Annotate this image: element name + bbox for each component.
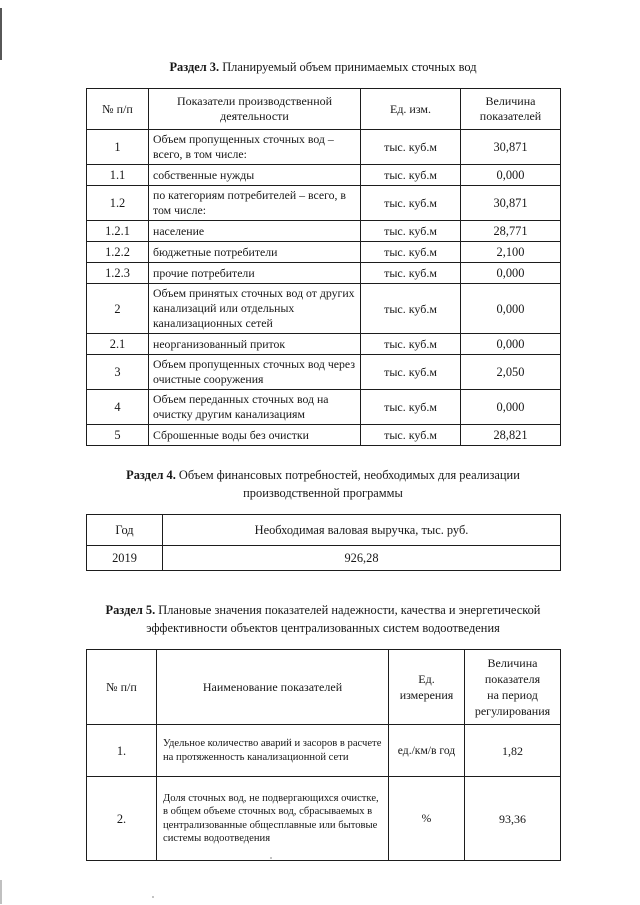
row-number: 1. bbox=[87, 725, 157, 777]
table-row bbox=[87, 165, 561, 186]
row-value: 2,050 bbox=[461, 355, 561, 390]
column-header-value-line2: показателей bbox=[479, 109, 542, 123]
row-number: 1.2 bbox=[87, 186, 149, 221]
section-4 bbox=[86, 466, 560, 571]
table-row bbox=[87, 284, 561, 334]
row-indicator: бюджетные потребители bbox=[149, 242, 361, 263]
table-row bbox=[87, 186, 561, 221]
row-indicator: Объем переданных сточных вод на очистку другим канализациям bbox=[149, 390, 361, 425]
row-value: 0,000 bbox=[461, 263, 561, 284]
row-indicator: Объем пропущенных сточных вод – всего, в том числе: bbox=[149, 130, 361, 165]
row-number: 2.1 bbox=[87, 334, 149, 355]
table-row bbox=[87, 130, 561, 165]
table-row bbox=[87, 425, 561, 446]
row-unit: тыс. куб.м bbox=[361, 186, 461, 221]
row-number: 1.2.2 bbox=[87, 242, 149, 263]
column-header-value bbox=[465, 650, 561, 725]
table-row bbox=[87, 777, 561, 861]
section-5-table bbox=[86, 649, 561, 861]
row-unit: % bbox=[389, 777, 465, 861]
column-header-number: № п/п bbox=[87, 89, 149, 130]
column-header-year: Год bbox=[87, 515, 163, 546]
table-row bbox=[87, 546, 561, 571]
row-value: 30,871 bbox=[461, 186, 561, 221]
row-indicator: неорганизованный приток bbox=[149, 334, 361, 355]
section-3-title-rest: Планируемый объем принимаемых сточных вод bbox=[219, 60, 477, 74]
row-unit: тыс. куб.м bbox=[361, 165, 461, 186]
row-number: 3 bbox=[87, 355, 149, 390]
row-number: 4 bbox=[87, 390, 149, 425]
column-header-unit-line1: Ед. bbox=[418, 672, 435, 686]
row-value: 0,000 bbox=[461, 390, 561, 425]
section-3-title bbox=[86, 58, 560, 76]
section-3 bbox=[86, 58, 560, 446]
row-indicator: Удельное количество аварий и засоров в расчете на протяженность канализационной сети bbox=[157, 725, 389, 777]
row-unit: тыс. куб.м bbox=[361, 355, 461, 390]
row-revenue: 926,28 bbox=[163, 546, 561, 571]
table-row bbox=[87, 242, 561, 263]
section-5 bbox=[86, 601, 560, 861]
column-header-value-line2: на период bbox=[487, 688, 538, 702]
row-unit: тыс. куб.м bbox=[361, 334, 461, 355]
row-indicator: собственные нужды bbox=[149, 165, 361, 186]
row-number: 1.2.1 bbox=[87, 221, 149, 242]
section-4-title-rest: Объем финансовых потребностей, необходимых для реализации производственной программы bbox=[175, 468, 520, 500]
section-5-title-rest: Плановые значения показателей надежности, качества и энергетической эффективности объектов централизованных систем водоотведения bbox=[146, 603, 541, 635]
section-3-title-lead: Раздел 3. bbox=[169, 60, 220, 74]
column-header-value bbox=[461, 89, 561, 130]
row-indicator: Объем пропущенных сточных вод через очистные сооружения bbox=[149, 355, 361, 390]
scan-artifact-bottom-left bbox=[0, 880, 2, 904]
section-4-title-lead: Раздел 4. bbox=[126, 468, 176, 482]
table-row bbox=[87, 334, 561, 355]
row-year: 2019 bbox=[87, 546, 163, 571]
row-unit: тыс. куб.м bbox=[361, 284, 461, 334]
column-header-indicator-name: Наименование показателей bbox=[157, 650, 389, 725]
row-value: 1,82 bbox=[465, 725, 561, 777]
row-number: 1.2.3 bbox=[87, 263, 149, 284]
row-number: 1 bbox=[87, 130, 149, 165]
row-number: 5 bbox=[87, 425, 149, 446]
table-row bbox=[87, 390, 561, 425]
table-row bbox=[87, 263, 561, 284]
column-header-unit-line2: измерения bbox=[399, 688, 454, 702]
row-value: 30,871 bbox=[461, 130, 561, 165]
row-unit: тыс. куб.м bbox=[361, 390, 461, 425]
row-number: 2. bbox=[87, 777, 157, 861]
row-unit: тыс. куб.м bbox=[361, 130, 461, 165]
section-5-title bbox=[86, 601, 560, 637]
table-header-row bbox=[87, 515, 561, 546]
row-value: 0,000 bbox=[461, 165, 561, 186]
column-header-indicator-line1: Показатели производственной bbox=[176, 94, 333, 108]
row-indicator: население bbox=[149, 221, 361, 242]
column-header-number: № п/п bbox=[87, 650, 157, 725]
row-indicator: Доля сточных вод, не подвергающихся очистке, в общем объеме сточных вод, сбрасываемых в централизованные общесплавные или бытовые системы водоотведения bbox=[157, 777, 389, 861]
scan-artifact-top-left bbox=[0, 8, 2, 60]
column-header-indicator bbox=[149, 89, 361, 130]
table-row bbox=[87, 355, 561, 390]
table-row bbox=[87, 725, 561, 777]
column-header-indicator-line2: деятельности bbox=[220, 109, 289, 123]
row-value: 2,100 bbox=[461, 242, 561, 263]
column-header-unit bbox=[389, 650, 465, 725]
row-indicator: прочие потребители bbox=[149, 263, 361, 284]
row-value: 0,000 bbox=[461, 334, 561, 355]
row-value: 93,36 bbox=[465, 777, 561, 861]
column-header-value-line3: регулирования bbox=[474, 704, 551, 718]
row-indicator: Объем принятых сточных вод от других канализаций или отдельных канализационных сетей bbox=[149, 284, 361, 334]
column-header-value-line1: Величина bbox=[485, 94, 536, 108]
row-value: 0,000 bbox=[461, 284, 561, 334]
row-unit: тыс. куб.м bbox=[361, 221, 461, 242]
scan-speck bbox=[152, 896, 154, 898]
column-header-revenue: Необходимая валовая выручка, тыс. руб. bbox=[163, 515, 561, 546]
row-value: 28,771 bbox=[461, 221, 561, 242]
row-unit: тыс. куб.м bbox=[361, 263, 461, 284]
row-unit: тыс. куб.м bbox=[361, 425, 461, 446]
column-header-value-line1: Величина показателя bbox=[484, 656, 541, 686]
row-value: 28,821 bbox=[461, 425, 561, 446]
table-header-row bbox=[87, 650, 561, 725]
section-5-title-lead: Раздел 5. bbox=[105, 603, 156, 617]
row-number: 2 bbox=[87, 284, 149, 334]
row-indicator: Сброшенные воды без очистки bbox=[149, 425, 361, 446]
row-unit: тыс. куб.м bbox=[361, 242, 461, 263]
row-number: 1.1 bbox=[87, 165, 149, 186]
column-header-unit: Ед. изм. bbox=[361, 89, 461, 130]
section-4-table bbox=[86, 514, 561, 571]
row-unit: ед./км/в год bbox=[389, 725, 465, 777]
row-indicator: по категориям потребителей – всего, в том числе: bbox=[149, 186, 361, 221]
section-3-table bbox=[86, 88, 561, 446]
table-row bbox=[87, 221, 561, 242]
section-4-title bbox=[86, 466, 560, 502]
table-header-row bbox=[87, 89, 561, 130]
